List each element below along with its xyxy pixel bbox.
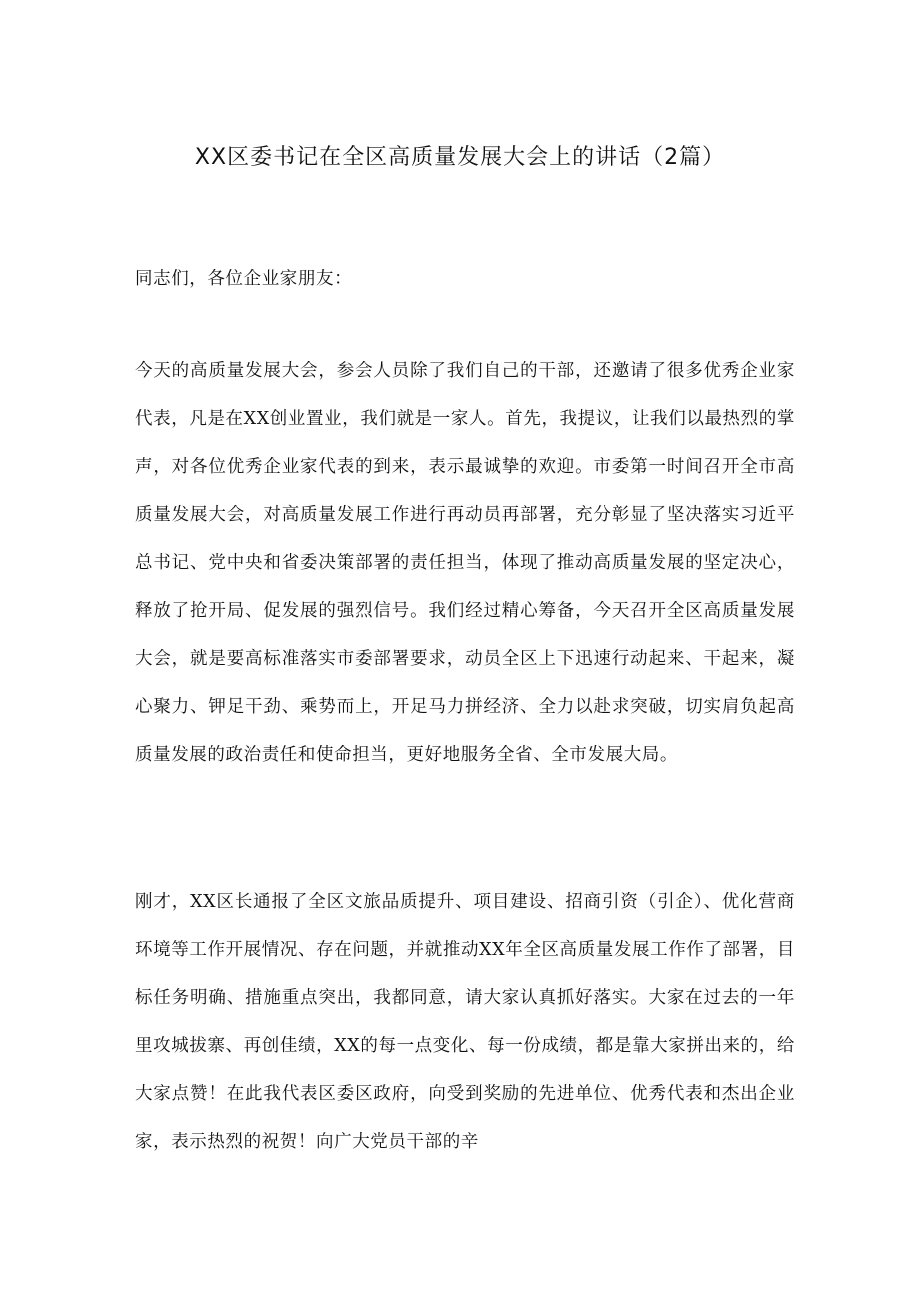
paragraph-2: 刚才，XX区长通报了全区文旅品质提升、项目建设、招商引资（引企）、优化营商环境等工作开展情况、存在问题，并就推动XX年全区高质量发展工作作了部署，目标任务明确、措施重点突出，我都同意，请大家认真抓好落实。大家在过去的一年里攻城拔寨、再创佳绩，XX的每一点变化、每一份成绩，都是靠大家拼出来的，给大家点赞！在此我代表区委区政府，向受到奖励的先进单位、优秀代表和杰出企业家，表示热烈的祝贺！向广大党员干部的辛 bbox=[135, 892, 795, 1152]
document-title: XX区委书记在全区高质量发展大会上的讲话（2篇） bbox=[194, 145, 726, 170]
paragraph-1: 今天的高质量发展大会，参会人员除了我们自己的干部，还邀请了很多优秀企业家代表，凡是在XX创业置业，我们就是一家人。首先，我提议，让我们以最热烈的掌声，对各位优秀企业家代表的到来，表示最诚挚的欢迎。市委第一时间召开全市高质量发展大会，对高质量发展工作进行再动员再部署，充分彰显了坚决落实习近平总书记、党中央和省委决策部署的责任担当，体现了推动高质量发展的坚定决心，释放了抢开局、促发展的强烈信号。我们经过精心筹备，今天召开全区高质量发展大会，就是要高标准落实市委部署要求，动员全区上下迅速行动起来、干起来，凝心聚力、钾足干劲、乘势而上，开足马力拼经济、全力以赴求突破，切实肩负起高质量发展的政治责任和使命担当，更好地服务全省、全市发展大局。 bbox=[135, 361, 795, 765]
greeting-line: 同志们，各位企业家朋友： bbox=[135, 269, 353, 289]
